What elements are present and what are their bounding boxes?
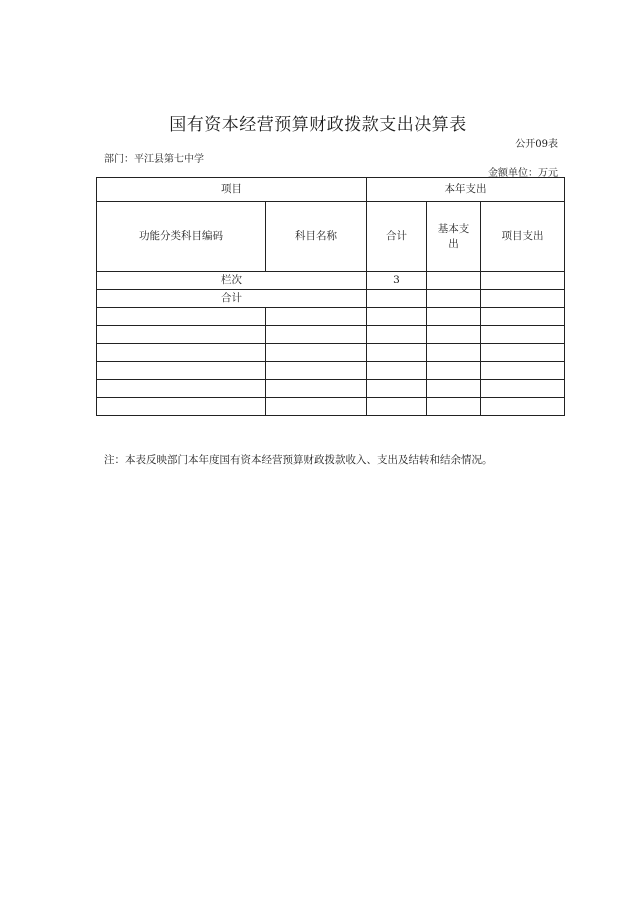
table-subheader-row	[97, 202, 565, 272]
table-cell	[97, 380, 266, 398]
table-cell	[427, 344, 481, 362]
table-cell	[97, 326, 266, 344]
table-cell	[266, 344, 367, 362]
table-cell	[266, 326, 367, 344]
table-cell	[427, 326, 481, 344]
table-cell	[266, 362, 367, 380]
department-label: 部门：平江县第七中学	[104, 154, 204, 165]
table-cell	[481, 308, 565, 326]
table-cell	[481, 398, 565, 416]
header-current-year-expense: 本年支出	[367, 178, 565, 202]
col-total: 合计	[367, 202, 427, 272]
total-row-total	[367, 290, 427, 308]
table-cell	[481, 362, 565, 380]
table-cell	[367, 380, 427, 398]
table-cell	[367, 362, 427, 380]
col-function-code: 功能分类科目编码	[97, 202, 266, 272]
table-cell	[97, 344, 266, 362]
form-code: 公开09表	[515, 139, 558, 150]
total-row-label: 合计	[97, 290, 367, 308]
table-cell	[427, 308, 481, 326]
table-cell	[367, 326, 427, 344]
total-row-basic	[427, 290, 481, 308]
table-row	[97, 326, 565, 344]
table-row	[97, 308, 565, 326]
table-cell	[481, 380, 565, 398]
header-project: 项目	[97, 178, 367, 202]
table-cell	[481, 344, 565, 362]
table-cell	[367, 344, 427, 362]
column-number-row	[97, 272, 565, 290]
col-subject-name: 科目名称	[266, 202, 367, 272]
table-row	[97, 344, 565, 362]
table-cell	[427, 380, 481, 398]
footnote: 注：本表反映部门本年度国有资本经营预算财政拨款收入、支出及结转和结余情况。	[104, 454, 493, 466]
table-cell	[97, 362, 266, 380]
table-row	[97, 362, 565, 380]
column-number-basic	[427, 272, 481, 290]
table-cell	[427, 398, 481, 416]
page-title: 国有资本经营预算财政拨款支出决算表	[169, 115, 467, 135]
table-cell	[427, 362, 481, 380]
table-cell	[266, 398, 367, 416]
table-row	[97, 398, 565, 416]
table-cell	[266, 308, 367, 326]
table-cell	[97, 398, 266, 416]
col-project-expense: 项目支出	[481, 202, 565, 272]
col-basic-expense: 基本支出	[427, 202, 481, 272]
column-number-label: 栏次	[97, 272, 367, 290]
total-row-project	[481, 290, 565, 308]
expense-table	[96, 177, 565, 416]
table-cell	[367, 308, 427, 326]
table-row	[97, 380, 565, 398]
table-cell	[481, 326, 565, 344]
table-header-row	[97, 178, 565, 202]
table-cell	[97, 308, 266, 326]
table-cell	[367, 398, 427, 416]
column-number-project	[481, 272, 565, 290]
column-number-total: 3	[367, 272, 427, 290]
table-cell	[266, 380, 367, 398]
total-row	[97, 290, 565, 308]
amount-unit-label: 金额单位：万元	[488, 168, 558, 179]
